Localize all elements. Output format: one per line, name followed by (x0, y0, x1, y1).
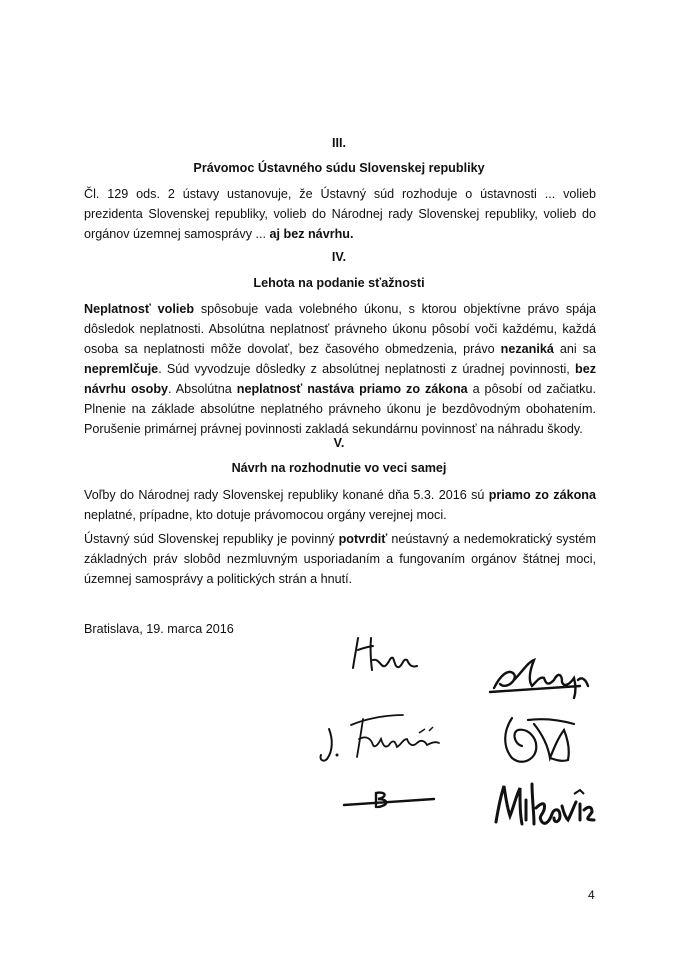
signature-5 (340, 785, 440, 815)
bold-text-run: neplatnosť nastáva priamo zo zákona (236, 382, 468, 396)
bold-text-run: nepremlčuje (84, 362, 159, 376)
signature-1 (345, 630, 435, 680)
text-run: Ústavný súd Slovenskej republiky je povinný (84, 532, 339, 546)
section-v-heading: Návrh na rozhodnutie vo veci samej (231, 461, 447, 475)
bold-text-run: nezaniká (500, 342, 554, 356)
section-iv-number: IV. (331, 250, 347, 264)
text-run: neústavný a nedemokratický systém základných práv slobôd nezmluvným usporiadaním a fungovaním orgánov štátnej moci, územnej samosprávy a politických strán a hnutí. (84, 532, 596, 586)
bold-text-run: priamo zo zákona (488, 488, 597, 502)
signature-3 (315, 705, 465, 765)
section-iv-paragraph (84, 299, 596, 439)
text-run: ani sa (553, 342, 597, 356)
section-v-number: V. (333, 436, 345, 450)
signature-4 (498, 710, 580, 770)
text-run: . Súd vyvodzuje dôsledky z absolútnej neplatnosti z úradnej povinnosti, (158, 362, 575, 376)
section-iii-paragraph (84, 184, 596, 244)
section-v-paragraph-2 (84, 529, 596, 589)
section-iii-number: III. (332, 136, 346, 150)
section-iv-heading: Lehota na podanie sťažnosti (253, 276, 425, 290)
signature-2 (488, 650, 598, 700)
text-run: spôsobuje vada volebného úkonu, s ktorou objektívne právo spája dôsledok neplatnosti. Absolútna neplatnosť právneho úkonu pôsobí voči každému, každá osoba sa neplatnosti môže dovolať, bez časového obmedzenia, právo (84, 302, 596, 356)
bold-text-run: potvrdiť (338, 532, 388, 546)
section-iii-heading: Právomoc Ústavného súdu Slovenskej republiky (193, 161, 485, 175)
place-and-date: Bratislava, 19. marca 2016 (84, 622, 234, 636)
text-run: neplatné, prípadne, kto dotuje právomocou orgány verejnej moci. (84, 508, 447, 522)
page-number: 4 (588, 888, 595, 902)
signature-6 (488, 776, 598, 836)
bold-text-run: aj bez návrhu. (269, 227, 354, 241)
bold-text-run: Neplatnosť volieb (84, 302, 195, 316)
text-run: . Absolútna (168, 382, 237, 396)
text-run: Čl. 129 ods. 2 ústavy ustanovuje, že Ústavný súd rozhoduje o ústavnosti ... volieb prezidenta Slovenskej republiky, volieb do Národnej rady Slovenskej republiky, volieb do orgánov územnej samosprávy ... (84, 187, 596, 241)
text-run: a pôsobí od začiatku. Plnenie na základe absolútne neplatného právneho úkonu je bezdôvodným obohatením. Porušenie primárnej právnej povinnosti zakladá sekundárnu povinnosť na náhradu škody. (84, 382, 596, 436)
text-run: Voľby do Národnej rady Slovenskej republiky konané dňa 5.3. 2016 sú (84, 488, 489, 502)
bold-text-run: bez návrhu osoby (84, 362, 596, 396)
section-v-paragraph (84, 485, 596, 525)
